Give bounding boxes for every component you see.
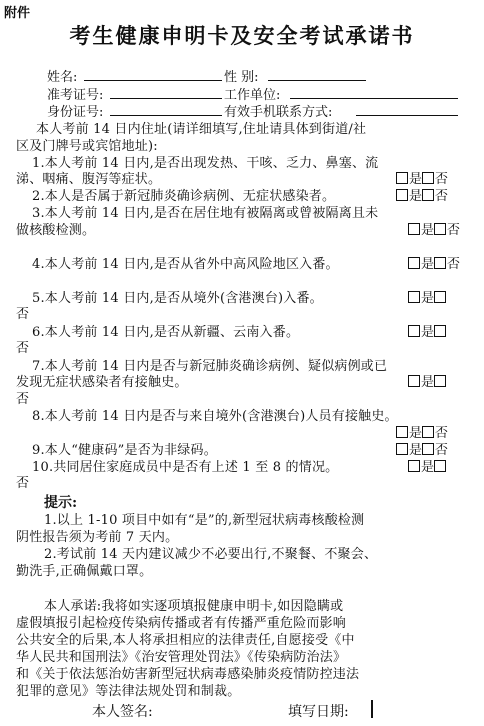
question-6: 6.本人考前 14 日内,是否从新疆、云南入番。 bbox=[32, 325, 300, 340]
pledge-text-2: 虚假填报引起检疫传染病传播或者有传播严重危险而影响 bbox=[16, 616, 347, 631]
phone-input-line[interactable] bbox=[356, 115, 458, 116]
no-checkbox[interactable] bbox=[434, 291, 446, 303]
question-10-answer-no: 否 bbox=[16, 476, 30, 491]
gender-label: 性 别: bbox=[224, 70, 259, 85]
no-label: 否 bbox=[435, 189, 449, 204]
question-4-answer bbox=[408, 253, 460, 272]
no-checkbox[interactable] bbox=[422, 172, 434, 184]
signer-label: 本人签名: bbox=[92, 704, 153, 720]
yes-label: 是 bbox=[421, 375, 435, 390]
id-number-label: 身份证号: bbox=[47, 105, 104, 120]
question-1: 1.本人考前 14 日内,是否出现发热、干咳、乏力、鼻塞、流 bbox=[32, 156, 379, 171]
yes-checkbox[interactable] bbox=[408, 460, 420, 472]
no-label: 否 bbox=[435, 426, 449, 441]
yes-label: 是 bbox=[421, 460, 435, 475]
no-label: 否 bbox=[435, 443, 449, 458]
no-checkbox[interactable] bbox=[434, 257, 446, 269]
yes-label: 是 bbox=[409, 426, 423, 441]
attachment-label: 附件 bbox=[4, 6, 31, 21]
question-7-cont: 发现无症状感染者有接触史。 bbox=[16, 375, 188, 390]
question-2-answer bbox=[396, 185, 448, 204]
question-10-answer-yes bbox=[408, 456, 447, 475]
yes-checkbox[interactable] bbox=[396, 443, 408, 455]
notice-item-2: 2.考试前 14 天内建议减少不必要出行,不聚餐、不聚会、 bbox=[44, 547, 378, 562]
yes-checkbox[interactable] bbox=[408, 325, 420, 337]
question-7-answer-no: 否 bbox=[16, 392, 30, 407]
yes-label: 是 bbox=[421, 223, 435, 238]
question-5-answer-yes bbox=[408, 287, 447, 306]
yes-checkbox[interactable] bbox=[396, 172, 408, 184]
notice-item-2-cont: 勤洗手,正确佩戴口罩。 bbox=[16, 564, 153, 579]
notice-item-1-cont: 阴性报告须为考前 7 天内。 bbox=[16, 530, 179, 545]
text-cursor bbox=[371, 700, 373, 718]
yes-checkbox[interactable] bbox=[396, 189, 408, 201]
pledge-text-5: 和《关于依法惩治妨害新型冠状病毒感染肺炎疫情防控违法 bbox=[16, 667, 360, 682]
work-unit-label: 工作单位: bbox=[224, 88, 281, 103]
yes-checkbox[interactable] bbox=[396, 426, 408, 438]
question-10: 10.共同居住家庭成员中是否有上述 1 至 8 的情况。 bbox=[32, 460, 339, 475]
phone-label: 有效手机联系方式: bbox=[224, 105, 333, 120]
no-checkbox[interactable] bbox=[434, 223, 446, 235]
yes-label: 是 bbox=[421, 291, 435, 306]
no-checkbox[interactable] bbox=[422, 443, 434, 455]
no-checkbox[interactable] bbox=[434, 325, 446, 337]
yes-checkbox[interactable] bbox=[408, 291, 420, 303]
yes-label: 是 bbox=[421, 257, 435, 272]
gender-input-line[interactable] bbox=[268, 80, 366, 81]
question-4: 4.本人考前 14 日内,是否从省外中高风险地区入番。 bbox=[32, 257, 339, 272]
question-3: 3.本人考前 14 日内,是否在居住地有被隔离或曾被隔离且未 bbox=[32, 206, 379, 221]
exam-id-label: 准考证号: bbox=[47, 88, 104, 103]
question-7: 7.本人考前 14 日内是否与新冠肺炎确诊病例、疑似病例或已 bbox=[32, 359, 388, 374]
yes-label: 是 bbox=[409, 443, 423, 458]
question-9: 9.本人“健康码”是否为非绿码。 bbox=[32, 443, 217, 458]
question-6-answer-no: 否 bbox=[16, 341, 30, 356]
form-title: 考生健康申明卡及安全考试承诺书 bbox=[69, 23, 415, 48]
name-input-line[interactable] bbox=[84, 80, 222, 81]
question-6-answer-yes bbox=[408, 321, 447, 340]
yes-label: 是 bbox=[409, 189, 423, 204]
question-1-cont: 涕、咽痛、腹泻等症状。 bbox=[16, 172, 162, 187]
question-7-answer-yes bbox=[408, 371, 447, 390]
pledge-text-6: 犯罪的意见》等法律法规处罚和制裁。 bbox=[16, 684, 241, 699]
no-label: 否 bbox=[447, 223, 461, 238]
date-label: 填写日期: bbox=[288, 704, 349, 720]
yes-label: 是 bbox=[421, 325, 435, 340]
question-5-answer-no: 否 bbox=[16, 307, 30, 322]
pledge-text: 本人承诺:我将如实逐项填报健康申明卡,如因隐瞒或 bbox=[44, 599, 344, 614]
no-checkbox[interactable] bbox=[434, 460, 446, 472]
yes-label: 是 bbox=[409, 172, 423, 187]
notice-item-1: 1.以上 1-10 项目中如有“是”的,新型冠状病毒核酸检测 bbox=[44, 513, 365, 528]
question-2: 2.本人是否属于新冠肺炎确诊病例、无症状感染者。 bbox=[32, 189, 336, 204]
exam-id-input-line[interactable] bbox=[110, 98, 222, 99]
id-number-input-line[interactable] bbox=[110, 115, 222, 116]
no-label: 否 bbox=[435, 172, 449, 187]
address-prompt: 本人考前 14 日内住址(请详细填写,住址请具体到街道/社 bbox=[36, 122, 367, 137]
address-prompt-cont: 区及门牌号或宾馆地址): bbox=[16, 139, 158, 154]
pledge-text-4: 华人民共和国刑法》《治安管理处罚法》《传染病防治法》 bbox=[16, 650, 347, 665]
notice-title: 提示: bbox=[44, 495, 78, 511]
pledge-text-3: 公共安全的后果,本人将承担相应的法律责任,自愿接受《中 bbox=[16, 633, 355, 648]
no-checkbox[interactable] bbox=[422, 426, 434, 438]
work-unit-input-line[interactable] bbox=[290, 98, 458, 99]
no-checkbox[interactable] bbox=[422, 189, 434, 201]
question-5: 5.本人考前 14 日内,是否从境外(含港澳台)入番。 bbox=[32, 291, 323, 306]
name-label: 姓名: bbox=[47, 70, 78, 85]
question-8: 8.本人考前 14 日内是否与来自境外(含港澳台)人员有接触史。 bbox=[32, 409, 398, 424]
no-checkbox[interactable] bbox=[434, 375, 446, 387]
yes-checkbox[interactable] bbox=[408, 257, 420, 269]
no-label: 否 bbox=[447, 257, 461, 272]
yes-checkbox[interactable] bbox=[408, 375, 420, 387]
yes-checkbox[interactable] bbox=[408, 223, 420, 235]
question-3-cont: 做核酸检测。 bbox=[16, 223, 96, 238]
question-3-answer bbox=[408, 219, 460, 238]
